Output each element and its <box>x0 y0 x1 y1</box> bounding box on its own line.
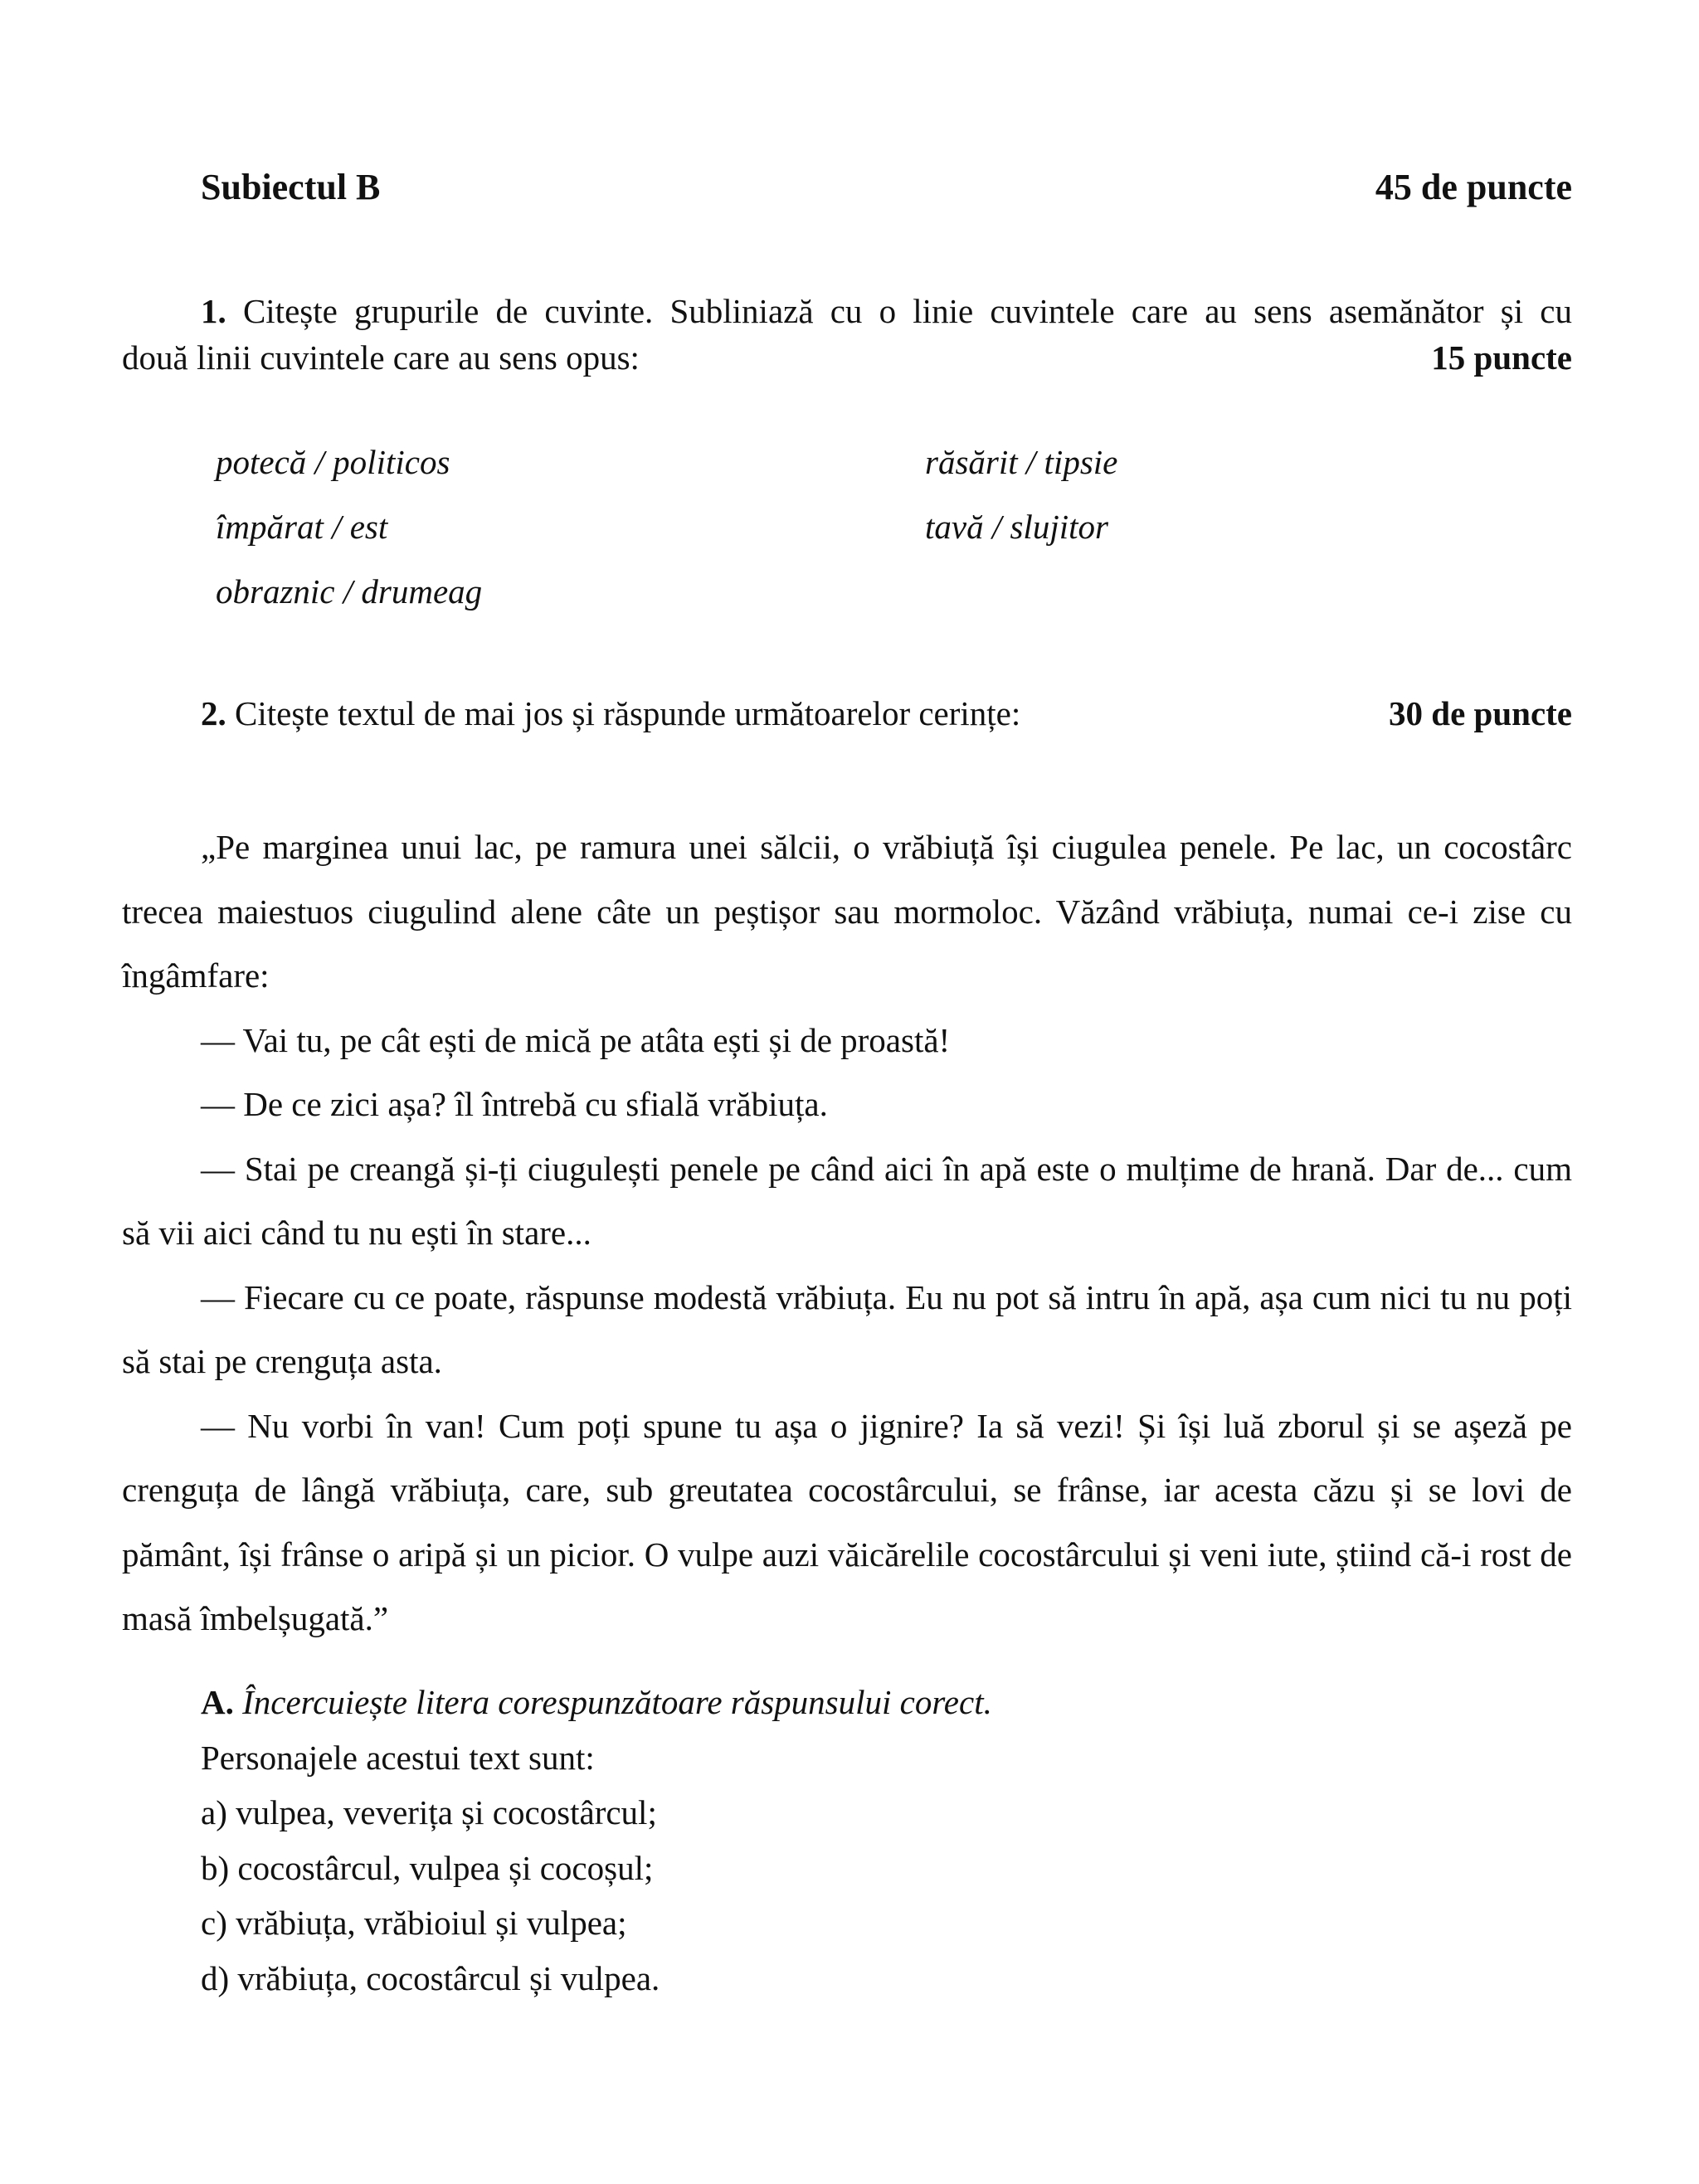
part-a-instruction-line <box>201 1675 1572 1730</box>
worksheet-page <box>122 0 1572 2184</box>
word-pair: obraznic / drumeag <box>216 572 483 610</box>
story-paragraph: — Vai tu, pe cât ești de mică pe atâta ești și de proastă! <box>201 1020 951 1059</box>
story-paragraph: — De ce zici așa? îl întrebă cu sfială vrăbiuța. <box>201 1085 828 1123</box>
subject-title: Subiectul B <box>201 167 381 207</box>
question-1-text-line-2: două linii cuvintele care au sens opus: <box>122 338 640 377</box>
answer-option-a[interactable]: a) vulpea, veverița și cocostârcul; <box>201 1793 657 1831</box>
part-a-question: Personajele acestui text sunt: <box>201 1738 595 1777</box>
question-2 <box>201 688 1572 738</box>
question-2-points: 30 de puncte <box>1389 694 1572 732</box>
part-a <box>201 1675 1572 2006</box>
story-paragraph: — Stai pe creangă și-ți ciugulești penele pe când aici în apă este o mulțime de hrană. Dar de... cum să vii aici când tu nu ești în stare... <box>122 1149 1572 1252</box>
question-1 <box>122 288 1572 381</box>
word-pair: răsărit / tipsie <box>925 443 1118 481</box>
word-pair: împărat / est <box>216 508 388 546</box>
question-1-text-line-1: Citește grupurile de cuvinte. Subliniază cu o linie cuvintele care au sens asemănător și cu <box>242 292 1573 330</box>
answer-option-d[interactable]: d) vrăbiuța, cocostârcul și vulpea. <box>201 1958 660 1997</box>
answer-option-c[interactable]: c) vrăbiuța, vrăbioiul și vulpea; <box>201 1904 627 1942</box>
answer-option-b[interactable]: b) cocostârcul, vulpea și cocoșul; <box>201 1848 654 1887</box>
word-pair: potecă / politicos <box>216 443 450 481</box>
question-1-points: 15 puncte <box>1431 338 1572 377</box>
word-pair: tavă / slujitor <box>925 508 1108 546</box>
question-1-line-1 <box>122 288 1572 334</box>
story-paragraph: — Fiecare cu ce poate, răspunse modestă vrăbiuța. Eu nu pot să intru în apă, așa cum nici tu nu poți să stai pe crenguța asta. <box>122 1277 1572 1380</box>
story-paragraph: — Nu vorbi în van! Cum poți spune tu așa o jignire? Ia să vezi! Și își luă zborul și se așeză pe crenguța de lângă vrăbiuța, care, sub greutatea cocostârcului, se frânse, iar acesta căzu și se lovi de pământ, își frânse o aripă și un picior. O vulpe auzi văicărelile cocostârcului și veni iute, știind că-i rost de masă îmbelșugată.” <box>122 1406 1572 1637</box>
story-text <box>122 815 1572 1651</box>
question-1-number: 1. <box>201 292 226 330</box>
question-2-number: 2. <box>201 694 226 732</box>
question-2-prompt <box>201 688 1020 738</box>
part-a-letter: A. <box>201 1683 234 1721</box>
subject-header <box>201 163 1572 212</box>
subject-points: 45 de puncte <box>1375 167 1572 207</box>
question-1-line-2 <box>122 334 1572 381</box>
word-pairs <box>216 430 1294 624</box>
question-2-text: Citește textul de mai jos și răspunde următoarelor cerințe: <box>235 694 1021 732</box>
part-a-instruction: Încercuiește litera corespunzătoare răspunsului corect. <box>242 1683 992 1721</box>
story-paragraph: „Pe marginea unui lac, pe ramura unei sălcii, o vrăbiuță își ciugulea penele. Pe lac, un cocostârc trecea maiestuos ciugulind alene câte un peștișor sau mormoloc. Văzând vrăbiuța, numai ce-i zise cu îngâmfare: <box>122 828 1572 995</box>
